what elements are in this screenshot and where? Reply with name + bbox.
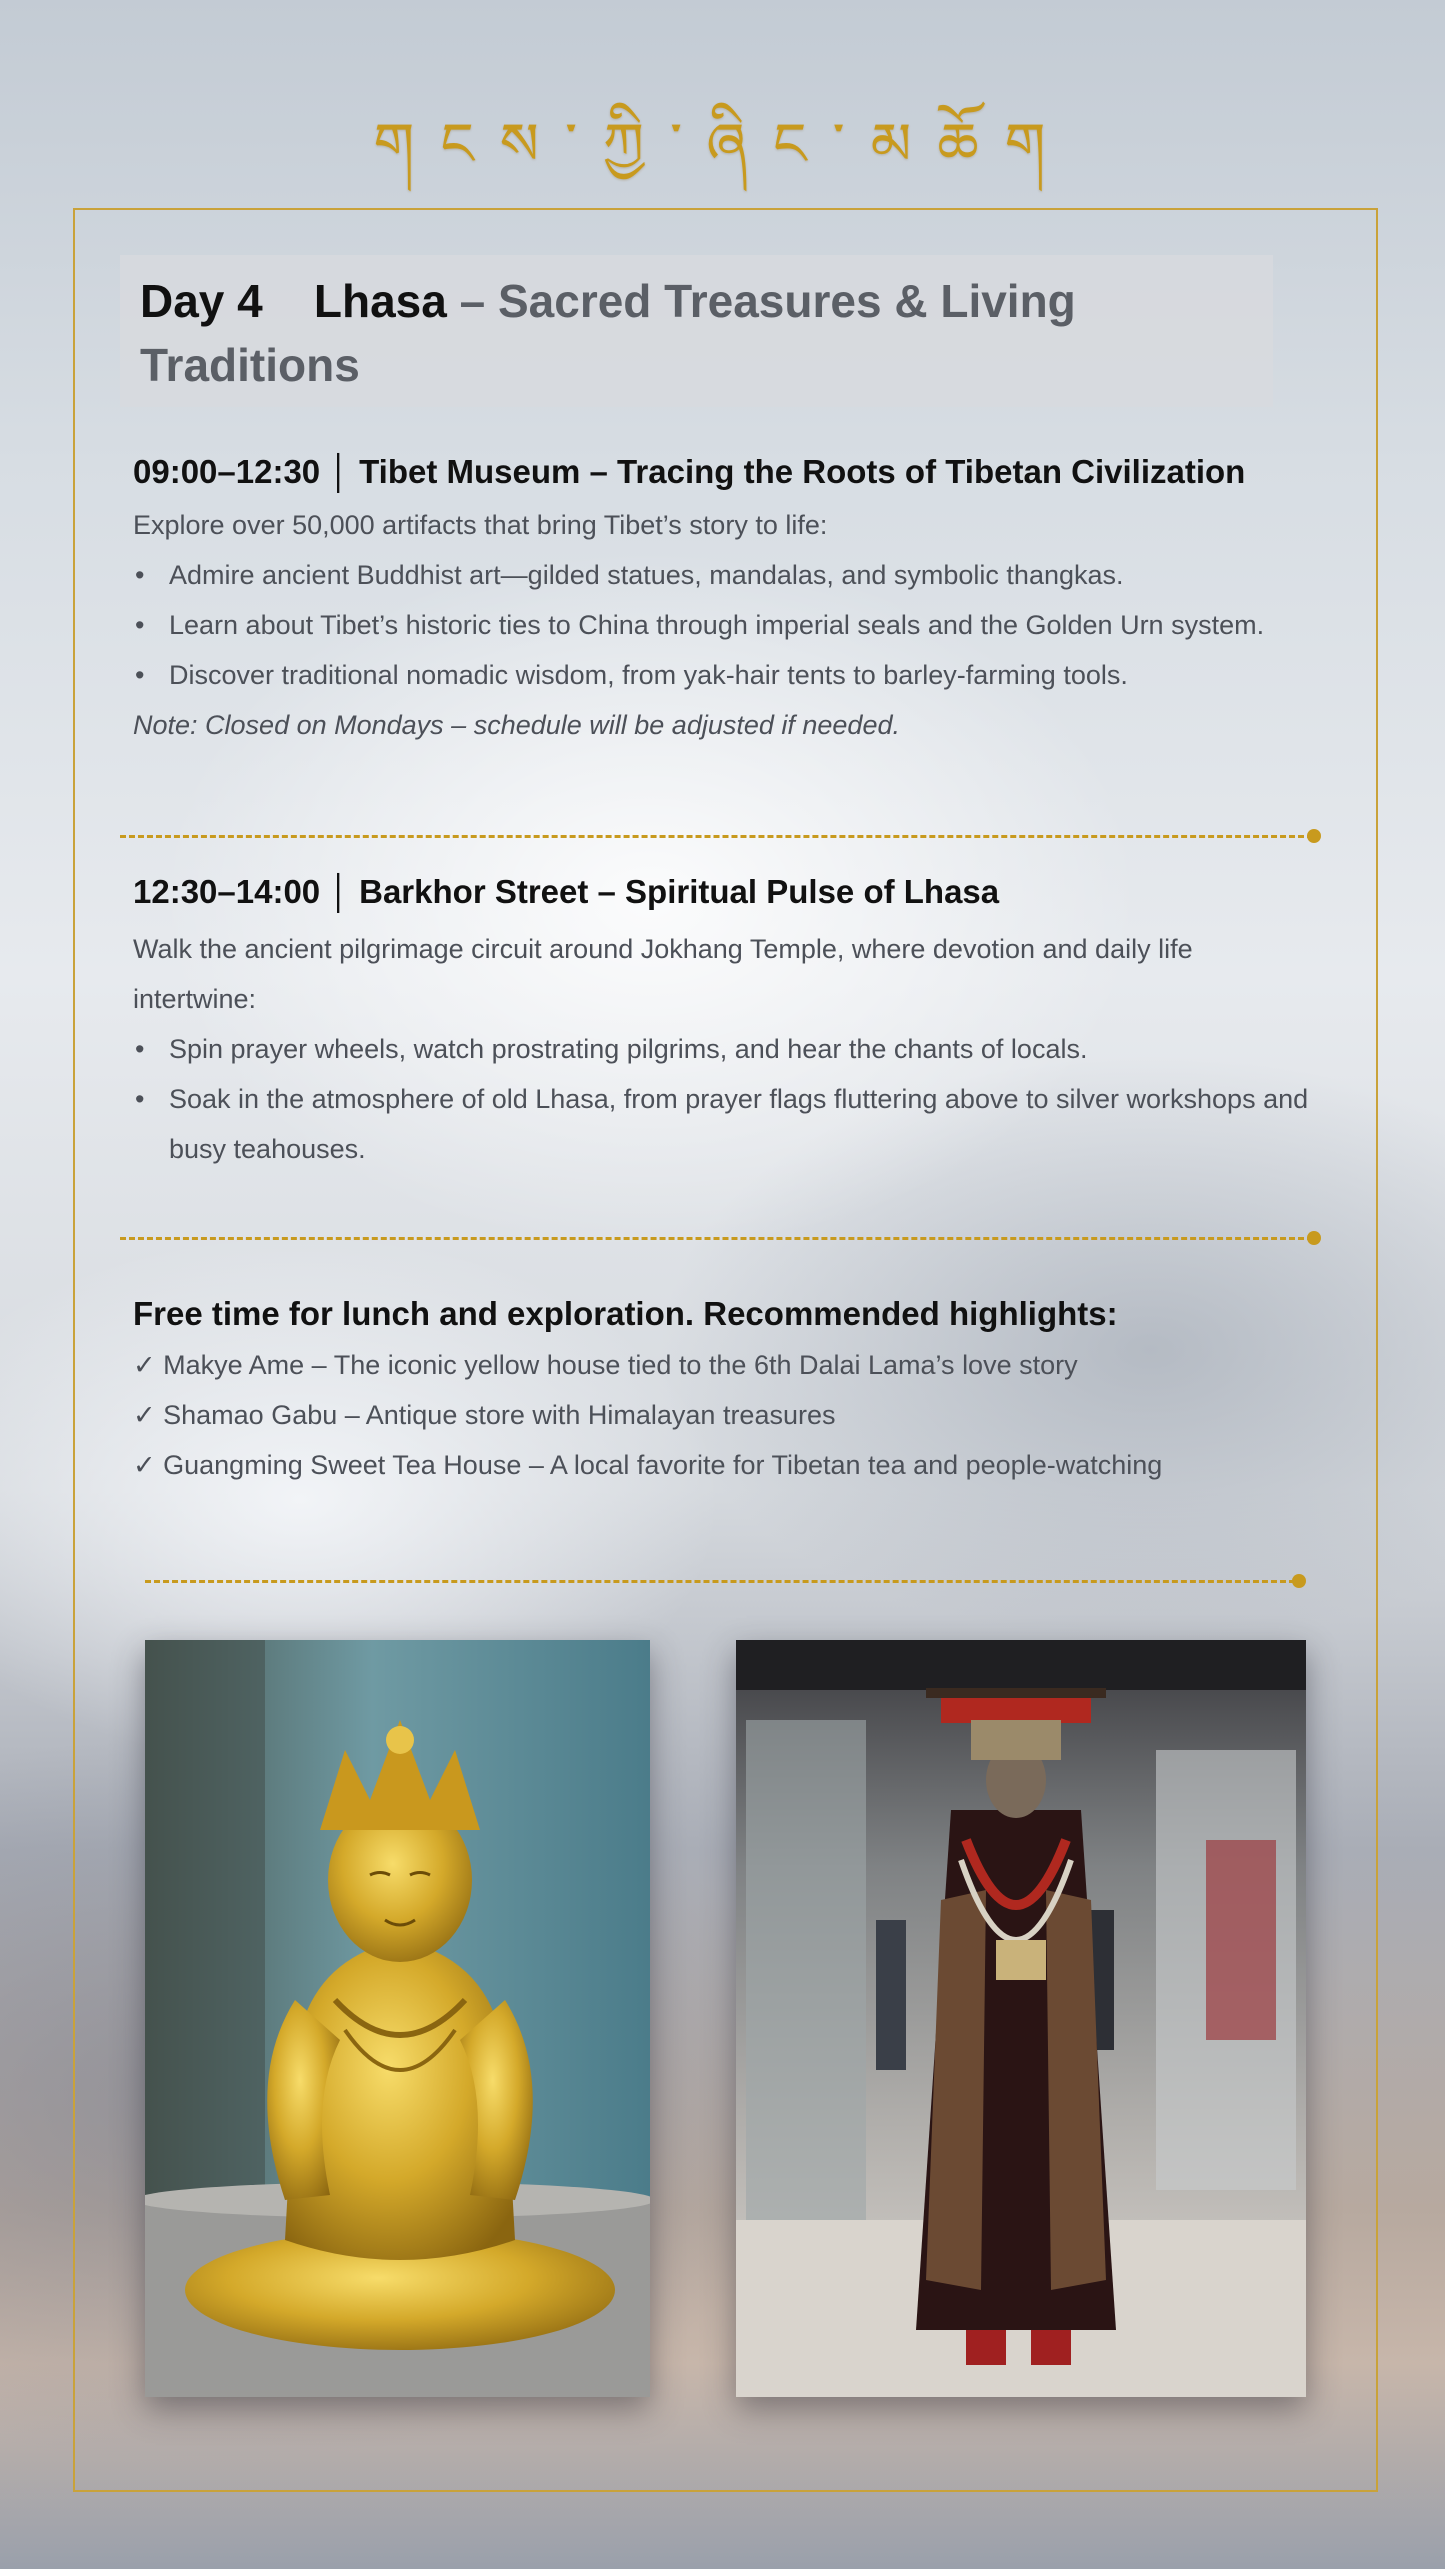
section-heading: Free time for lunch and exploration. Recommended highlights:: [133, 1295, 1118, 1332]
traditional-costume-photo: [736, 1640, 1306, 2397]
dashed-divider: [145, 1580, 1295, 1583]
closing-note: Note: Closed on Mondays – schedule will be adjusted if needed.: [133, 710, 900, 740]
section-barkhor-street: [133, 870, 1313, 1174]
day-subtitle-line1: – Sacred Treasures & Living: [446, 275, 1076, 327]
section-intro: Walk the ancient pilgrimage circuit around Jokhang Temple, where devotion and daily life intertwine:: [133, 934, 1193, 1014]
divider-dot: [1307, 829, 1321, 843]
day-label: Day 4: [140, 275, 263, 327]
divider-dot: [1292, 1574, 1306, 1588]
list-item: • Admire ancient Buddhist art—gilded statues, mandalas, and symbolic thangkas.: [133, 550, 1313, 600]
section-intro: Explore over 50,000 artifacts that bring Tibet’s story to life:: [133, 510, 828, 540]
highlight-item: ✓ Guangming Sweet Tea House – A local favorite for Tibetan tea and people-watching: [133, 1450, 1163, 1480]
day-city: Lhasa: [313, 275, 447, 327]
bullet-list: [133, 550, 1313, 700]
list-item: • Soak in the atmosphere of old Lhasa, from prayer flags fluttering above to silver workshops and busy teahouses.: [133, 1074, 1313, 1174]
dashed-divider: [120, 1237, 1313, 1240]
day-subtitle-line2: Traditions: [140, 339, 360, 391]
divider-dot: [1307, 1231, 1321, 1245]
tibetan-title: གངས་ཀྱི་ཞིང་མཆོག: [373, 110, 1072, 178]
section-free-time: [133, 1292, 1313, 1490]
list-item: • Discover traditional nomadic wisdom, from yak-hair tents to barley-farming tools.: [133, 650, 1313, 700]
section-heading: 12:30–14:00 │ Barkhor Street – Spiritual Pulse of Lhasa: [133, 873, 1000, 910]
dashed-divider: [120, 835, 1313, 838]
highlight-item: ✓ Shamao Gabu – Antique store with Himalayan treasures: [133, 1400, 836, 1430]
buddha-statue-photo: [145, 1640, 650, 2397]
list-item: • Spin prayer wheels, watch prostrating pilgrims, and hear the chants of locals.: [133, 1024, 1313, 1074]
section-tibet-museum: [133, 450, 1313, 750]
section-heading: 09:00–12:30 │ Tibet Museum – Tracing the Roots of Tibetan Civilization: [133, 453, 1246, 490]
day-title-box: [120, 255, 1273, 407]
highlight-item: ✓ Makye Ame – The iconic yellow house tied to the 6th Dalai Lama’s love story: [133, 1350, 1078, 1380]
list-item: • Learn about Tibet’s historic ties to China through imperial seals and the Golden Urn system.: [133, 600, 1313, 650]
bullet-list: [133, 1024, 1313, 1174]
